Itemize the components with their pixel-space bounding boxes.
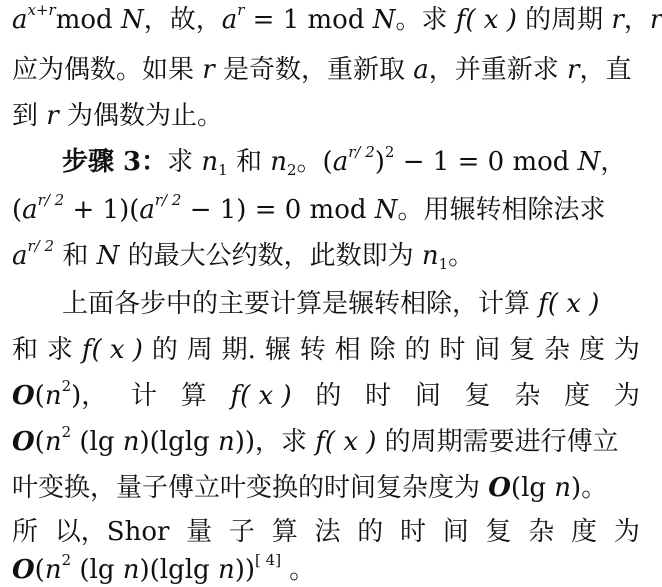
exponent: 2 [61,551,72,569]
text: ，并重新求 [428,55,568,85]
exponent: x+r [27,1,56,19]
word: 子 [228,517,255,547]
text: 是奇数，重新取 [214,55,414,85]
big-o: O [488,473,511,503]
p3-line-6 [12,516,640,548]
p1-line-2 [12,54,640,86]
var-N: N [372,5,396,35]
var-a: a [139,195,155,225]
word: 杂 [544,335,571,365]
word: 度 [571,517,598,547]
word: 相 [334,335,361,365]
word: 复 [485,517,512,547]
var-r: r [202,55,215,85]
word: 法 [314,517,341,547]
text: ))，求 [234,427,316,457]
text: ( [34,427,45,457]
exponent: r [237,1,245,19]
text: 的最大公约数，此数即为 [119,241,422,271]
exponent: r/ 2 [37,191,65,209]
text: )， [71,381,108,411]
var-a: a [12,5,28,35]
text: ， [623,5,650,35]
word: 复 [464,381,491,411]
p3-line-3 [12,377,640,412]
text: mod [55,5,113,35]
text: ( [34,381,45,411]
text: − 1 = 0 mod [394,147,578,177]
word: 转 [299,335,326,365]
word: 计 [131,381,158,411]
word: 的 [404,335,431,365]
word: 复 [509,335,536,365]
var-a: a [12,241,28,271]
word: 杂 [528,517,555,547]
text: ，直 [579,55,632,85]
text: 。用辗转相除法求 [397,195,606,225]
text: ) [374,147,385,177]
big-o: O [12,555,35,585]
var-N: N [577,147,601,177]
word: 为 [613,381,640,411]
text: = 1 mod [244,5,373,35]
var-n: n [270,147,287,177]
p3-line-7 [12,551,640,586]
word: 度 [564,381,591,411]
word: 为 [613,517,640,547]
func-f: f [230,381,241,411]
word: 的 [357,517,384,547]
var-a: a [22,195,38,225]
text: (lg [71,427,123,457]
p3-line-5 [12,472,640,504]
text: − 1) = 0 mod [181,195,375,225]
var-N: N [96,241,120,271]
var-a: a [221,5,238,35]
text: 和 [227,147,271,177]
step-heading: 步骤 3： [62,147,168,177]
exponent: 2 [384,143,395,161]
p1-line-3 [12,100,640,132]
text: (lg [71,555,123,585]
word: 所 [12,517,39,547]
text: 。求 [395,5,456,35]
citation[interactable]: [ 4] [255,551,282,569]
text: 应为偶数。如果 [12,55,203,85]
word: 以，Shor [54,517,170,547]
text: + 1)( [64,195,140,225]
text: (lg [510,473,555,503]
var-n: n [44,427,62,457]
func-arg: ( x ) [240,381,292,411]
word: 为 [613,335,640,365]
text: )(lglg [139,427,218,457]
func-arg: ( x ) [324,427,377,457]
subscript: 1 [218,161,228,179]
p3-line-2 [12,334,640,366]
var-a: a [332,147,349,177]
var-n: n [44,381,62,411]
text: 的周期需要进行傅立 [376,427,619,457]
exponent: r/ 2 [154,191,182,209]
var-r: r [567,55,580,85]
word: 周 [186,335,213,365]
var-n: n [122,555,140,585]
var-n: n [554,473,572,503]
word: 间 [442,517,469,547]
word: 辗 [264,335,291,365]
word: 的 [315,381,342,411]
text: 叶变换，量子傅立叶变换的时间复杂度为 [12,473,489,503]
text: )) [234,555,256,585]
var-r: r [611,5,624,35]
func-f: f [455,5,466,35]
exponent: 2 [61,423,72,441]
word: 杂 [514,381,541,411]
var-n: n [217,555,235,585]
var-n: n [44,555,62,585]
word: 除 [369,335,396,365]
text: 求 [167,147,202,177]
word: 时 [439,335,466,365]
var-n: n [217,427,235,457]
p3-line-1 [62,288,640,320]
word: 的 [151,335,178,365]
var-n: n [122,427,140,457]
text: ( [34,555,45,585]
word: 间 [474,335,501,365]
subscript: 1 [438,255,449,273]
func-expr [231,380,292,412]
p2-line-1 [62,143,640,179]
word: 算 [180,381,207,411]
var-N: N [120,5,144,35]
func-expr [82,334,143,366]
big-o: O [12,381,35,411]
word: 算 [271,517,298,547]
text: 的周期 [516,5,612,35]
var-N: N [374,195,398,225]
func-f: f [315,427,325,457]
exponent: r/ 2 [27,237,55,255]
word: 间 [414,381,441,411]
text: 。 [281,555,316,585]
text: 。 [448,241,475,271]
func-f: f [81,335,92,365]
text: 上面各步中的主要计算是辗转相除，计算 [62,289,539,319]
var-n: n [201,147,219,177]
text: 到 [12,101,47,131]
p2-line-3 [12,237,640,273]
text: 。( [296,147,333,177]
word: 求 [46,335,73,365]
var-r: r [46,101,59,131]
var-n: n [421,241,439,271]
p2-line-2 [12,191,640,226]
func-arg: ( x ) [465,5,517,35]
p3-line-4 [12,423,640,458]
var-a: a [413,55,429,85]
exponent: r/ 2 [348,143,375,161]
var-r: r [649,5,662,35]
subscript: 2 [287,161,297,179]
text: 和 [54,241,97,271]
word: 量 [186,517,213,547]
text: )(lglg [139,555,218,585]
func-f: f [538,289,548,319]
word: 度 [578,335,605,365]
word: 时 [399,517,426,547]
complexity-expr: O(n2)， [12,377,108,411]
word: 时 [365,381,392,411]
text: ，故， [143,5,222,35]
func-arg: ( x ) [547,289,600,319]
text: )。 [571,473,608,503]
p1-line-1 [12,1,662,36]
word: 期. [221,335,256,365]
text: ， [600,147,627,177]
big-o: O [12,427,35,457]
func-arg: ( x ) [91,335,143,365]
text: ( [12,195,23,225]
word: 和 [12,335,39,365]
text: 为偶数为止。 [58,101,223,131]
